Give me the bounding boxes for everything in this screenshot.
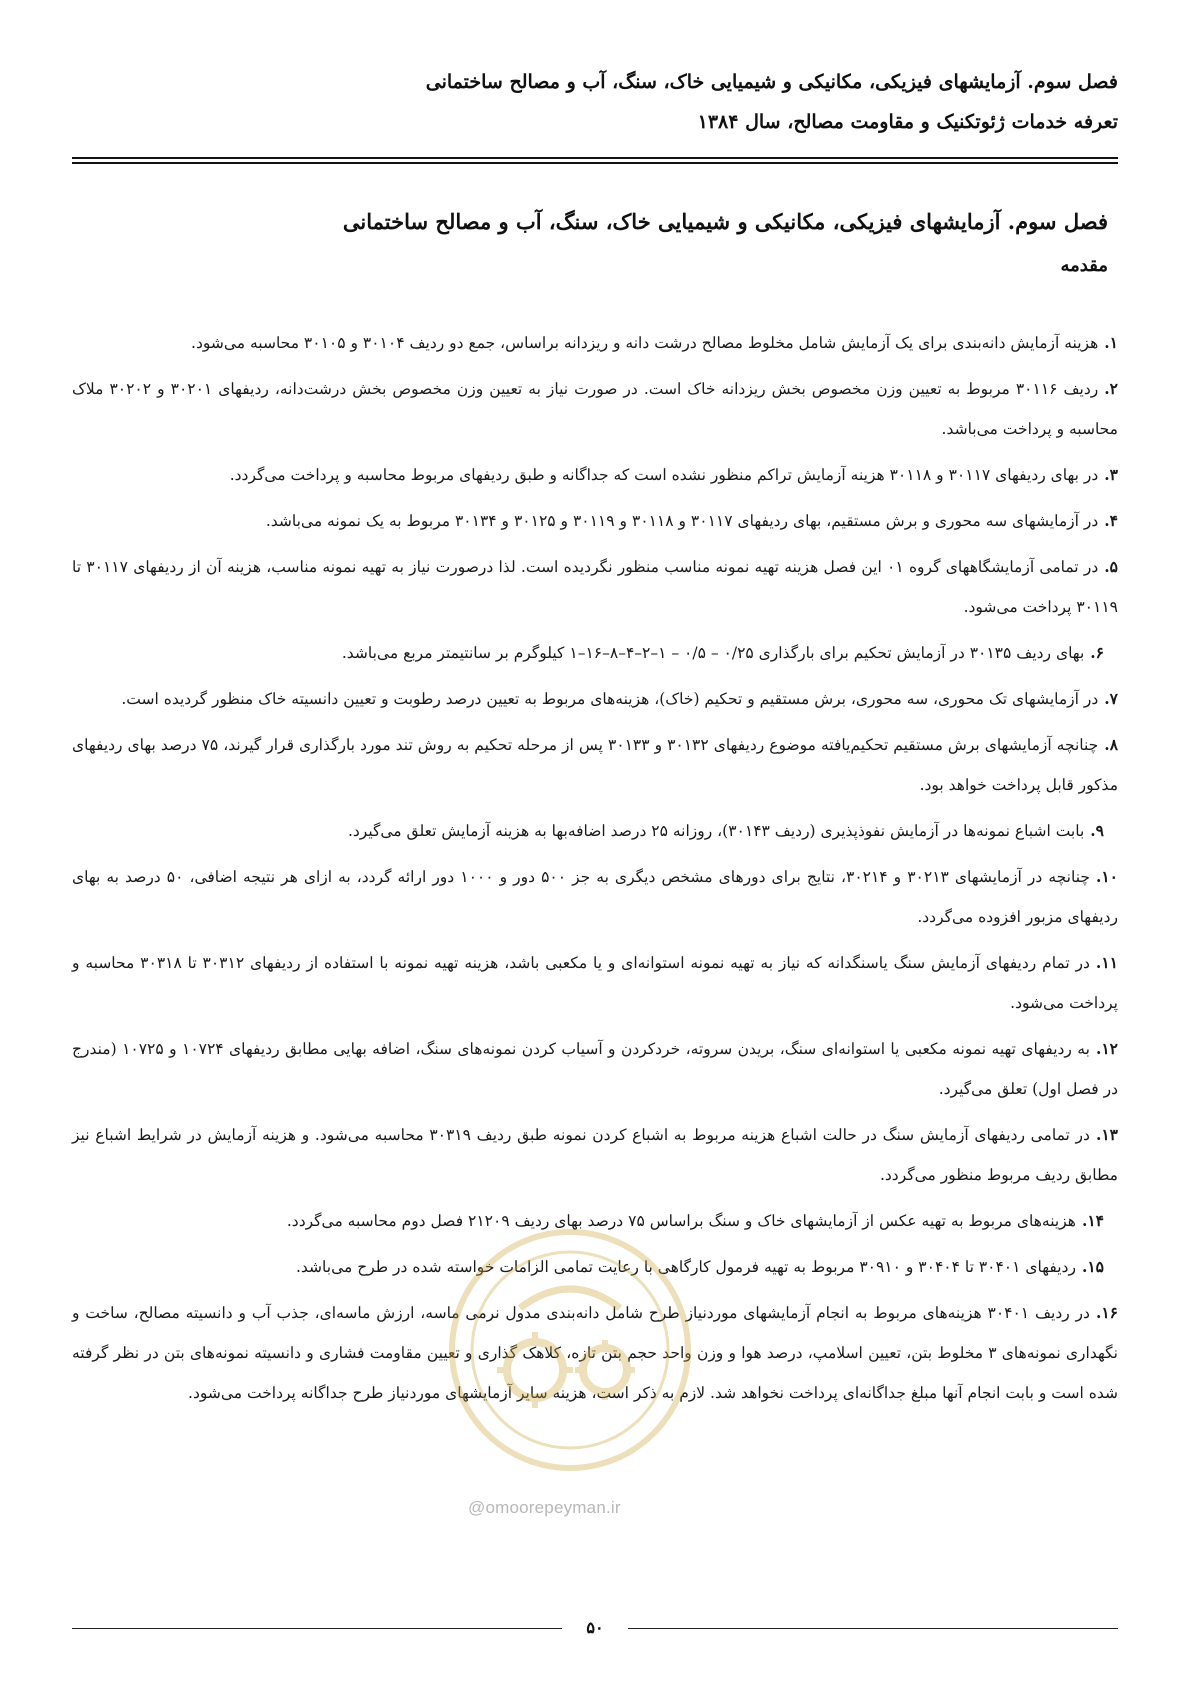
note-number: ۱۶. xyxy=(1095,1303,1118,1322)
watermark-text: @omoorepeyman.ir xyxy=(468,1498,621,1517)
note-item xyxy=(72,501,1118,541)
note-number: ۶. xyxy=(1090,643,1104,662)
note-number: ۱۲. xyxy=(1095,1039,1118,1058)
note-text: هزینه آزمایش دانه‌بندی برای یک آزمایش شامل مخلوط مصالح درشت دانه و ریزدانه براساس، جمع دو ردیف ۳۰۱۰۴ و ۳۰۱۰۵ محاسبه می‌شود. xyxy=(191,334,1099,352)
note-item xyxy=(72,857,1118,937)
note-text: در ردیف ۳۰۴۰۱ هزینه‌های مربوط به انجام آزمایشهای موردنیاز طرح شامل دانه‌بندی مدول نرمی ماسه، ارزش ماسه‌ای، جذب آب و دانسیته مصالح، ساخت و نگهداری نمونه‌های ۳ مخلوط بتن، تعیین اسلامپ، درصد هوا و وزن واحد حجم بتن تازه، کلاهک گذاری و تعیین مقاومت فشاری و دانسیته نمونه‌های بتن در نظر گرفته شده است و بابت انجام آنها مبلغ جداگانه‌ای پرداخت نخواهد شد. لازم به ذکر است، هزینه سایر آزمایشهای موردنیاز طرح جداگانه پرداخت می‌شود. xyxy=(72,1304,1118,1402)
note-number: ۸. xyxy=(1104,735,1119,754)
note-number: ۲. xyxy=(1104,379,1118,398)
page-number: ۵۰ xyxy=(586,1618,604,1637)
chapter-title: فصل سوم. آزمایشهای فیزیکی، مکانیکی و شیمیایی خاک، سنگ، آب و مصالح ساختمانی xyxy=(342,209,1108,234)
section-title: مقدمه xyxy=(1060,255,1108,276)
note-text: در بهای ردیفهای ۳۰۱۱۷ و ۳۰۱۱۸ هزینه آزمایش تراکم منظور نشده است که جداگانه و طبق ردیفهای مربوط محاسبه و پرداخت می‌گردد. xyxy=(229,466,1099,484)
note-number: ۵. xyxy=(1104,557,1118,576)
note-text: ردیفهای ۳۰۴۰۱ تا ۳۰۴۰۴ و ۳۰۹۱۰ مربوط به تهیه فرمول کارگاهی با رعایت تمامی الزامات خواسته شده در طرح می‌باشد. xyxy=(295,1258,1076,1276)
note-text: ردیف ۳۰۱۱۶ مربوط به تعیین وزن مخصوص بخش ریزدانه خاک است. در صورت نیاز به تعیین وزن مخصوص بخش درشت‌دانه، ردیفهای ۳۰۲۰۱ و ۳۰۲۰۲ ملاک محاسبه و پرداخت می‌باشد. xyxy=(72,380,1118,438)
note-item xyxy=(72,1115,1118,1195)
page-content xyxy=(72,205,1118,1419)
header-tariff-line: تعرفه خدمات ژئوتکنیک و مقاومت مصالح، سال ۱۳۸۴ xyxy=(697,111,1118,133)
note-item xyxy=(72,725,1118,805)
note-item xyxy=(72,547,1118,627)
note-item xyxy=(72,679,1118,719)
note-text: چنانچه در آزمایشهای ۳۰۲۱۳ و ۳۰۲۱۴، نتایج برای دورهای مشخص دیگری به جز ۵۰۰ دور و ۱۰۰۰ دور ارائه گردد، به ازای هر نتیجه اضافی، ۵۰ درصد به بهای ردیفهای مزبور افزوده می‌گردد. xyxy=(72,868,1118,926)
note-item xyxy=(72,1201,1118,1241)
note-number: ۱۵. xyxy=(1081,1257,1104,1276)
note-text: به ردیفهای تهیه نمونه مکعبی یا استوانه‌ای سنگ، بریدن سروته، خردکردن و آسیاب کردن نمونه‌های سنگ، اضافه بهایی مطابق ردیفهای ۱۰۷۲۴ و ۱۰۷۲۵ (مندرج در فصل اول) تعلق می‌گیرد. xyxy=(72,1040,1118,1098)
note-text: در آزمایشهای سه محوری و برش مستقیم، بهای ردیفهای ۳۰۱۱۷ و ۳۰۱۱۸ و ۳۰۱۱۹ و ۳۰۱۲۵ و ۳۰۱۳۴ مربوط به یک نمونه می‌باشد. xyxy=(265,512,1099,530)
note-number: ۳. xyxy=(1104,465,1118,484)
note-item xyxy=(72,1029,1118,1109)
note-text: در تمام ردیفهای آزمایش سنگ یاسنگدانه که نیاز به تهیه نمونه استوانه‌ای و یا مکعبی باشد، هزینه تهیه نمونه با استفاده از ردیفهای ۳۰۳۱۲ تا ۳۰۳۱۸ محاسبه و پرداخت می‌شود. xyxy=(72,954,1118,1012)
note-item xyxy=(72,455,1118,495)
note-text: در تمامی ردیفهای آزمایش سنگ در حالت اشباع هزینه مربوط به اشباع کردن نمونه طبق ردیف ۳۰۳۱۹ محاسبه می‌شود. و هزینه آزمایش در شرایط اشباع نیز مطابق ردیف مربوط منظور می‌گردد. xyxy=(72,1126,1118,1184)
header-chapter-line: فصل سوم. آزمایشهای فیزیکی، مکانیکی و شیمیایی خاک، سنگ، آب و مصالح ساختمانی xyxy=(425,71,1118,93)
note-item xyxy=(72,1247,1118,1287)
note-number: ۴. xyxy=(1104,511,1118,530)
note-number: ۹. xyxy=(1090,821,1104,840)
note-item xyxy=(72,323,1118,363)
page-footer xyxy=(72,1614,1118,1644)
note-number: ۱۳. xyxy=(1095,1125,1118,1144)
note-text: در آزمایشهای تک محوری، سه محوری، برش مستقیم و تحکیم (خاک)، هزینه‌های مربوط به تعیین درصد رطوبت و تعیین دانسیته خاک منظور گردیده است. xyxy=(121,690,1099,708)
running-header xyxy=(68,62,1118,142)
note-text: بابت اشباع نمونه‌ها در آزمایش نفوذپذیری (ردیف ۳۰۱۴۳)، روزانه ۲۵ درصد اضافه‌بها به هزینه آزمایش تعلق می‌گیرد. xyxy=(347,822,1085,840)
note-item xyxy=(72,369,1118,449)
note-text: در تمامی آزمایشگاههای گروه ۰۱ این فصل هزینه تهیه نمونه مناسب منظور نگردیده است. لذا درصورت نیاز به تهیه نمونه مناسب، هزینه آن از ردیفهای ۳۰۱۱۷ تا ۳۰۱۱۹ پرداخت می‌شود. xyxy=(72,558,1118,616)
note-number: ۱۱. xyxy=(1095,953,1118,972)
note-text: چنانچه آزمایشهای برش مستقیم تحکیم‌یافته موضوع ردیفهای ۳۰۱۳۲ و ۳۰۱۳۳ پس از مرحله تحکیم به روش تند مورد بارگذاری قرار گیرند، ۷۵ درصد بهای ردیفهای مذکور قابل پرداخت خواهد بود. xyxy=(72,736,1118,794)
note-text: هزینه‌های مربوط به تهیه عکس از آزمایشهای خاک و سنگ براساس ۷۵ درصد بهای ردیف ۲۱۲۰۹ فصل دوم محاسبه می‌گردد. xyxy=(286,1212,1076,1230)
note-item xyxy=(72,943,1118,1023)
note-number: ۱۴. xyxy=(1081,1211,1104,1230)
note-item xyxy=(72,811,1118,851)
header-double-rule xyxy=(72,157,1118,164)
note-text: بهای ردیف ۳۰۱۳۵ در آزمایش تحکیم برای بارگذاری ۰/۲۵ – ۰/۵ – ۱–۲–۴–۸–۱۶–۱ کیلوگرم بر سانتیمتر مربع می‌باشد. xyxy=(341,644,1085,662)
note-number: ۱. xyxy=(1104,333,1118,352)
note-number: ۷. xyxy=(1104,689,1118,708)
note-item xyxy=(72,1293,1118,1413)
note-item xyxy=(72,633,1118,673)
note-number: ۱۰. xyxy=(1095,867,1119,886)
notes-list xyxy=(72,323,1118,1413)
